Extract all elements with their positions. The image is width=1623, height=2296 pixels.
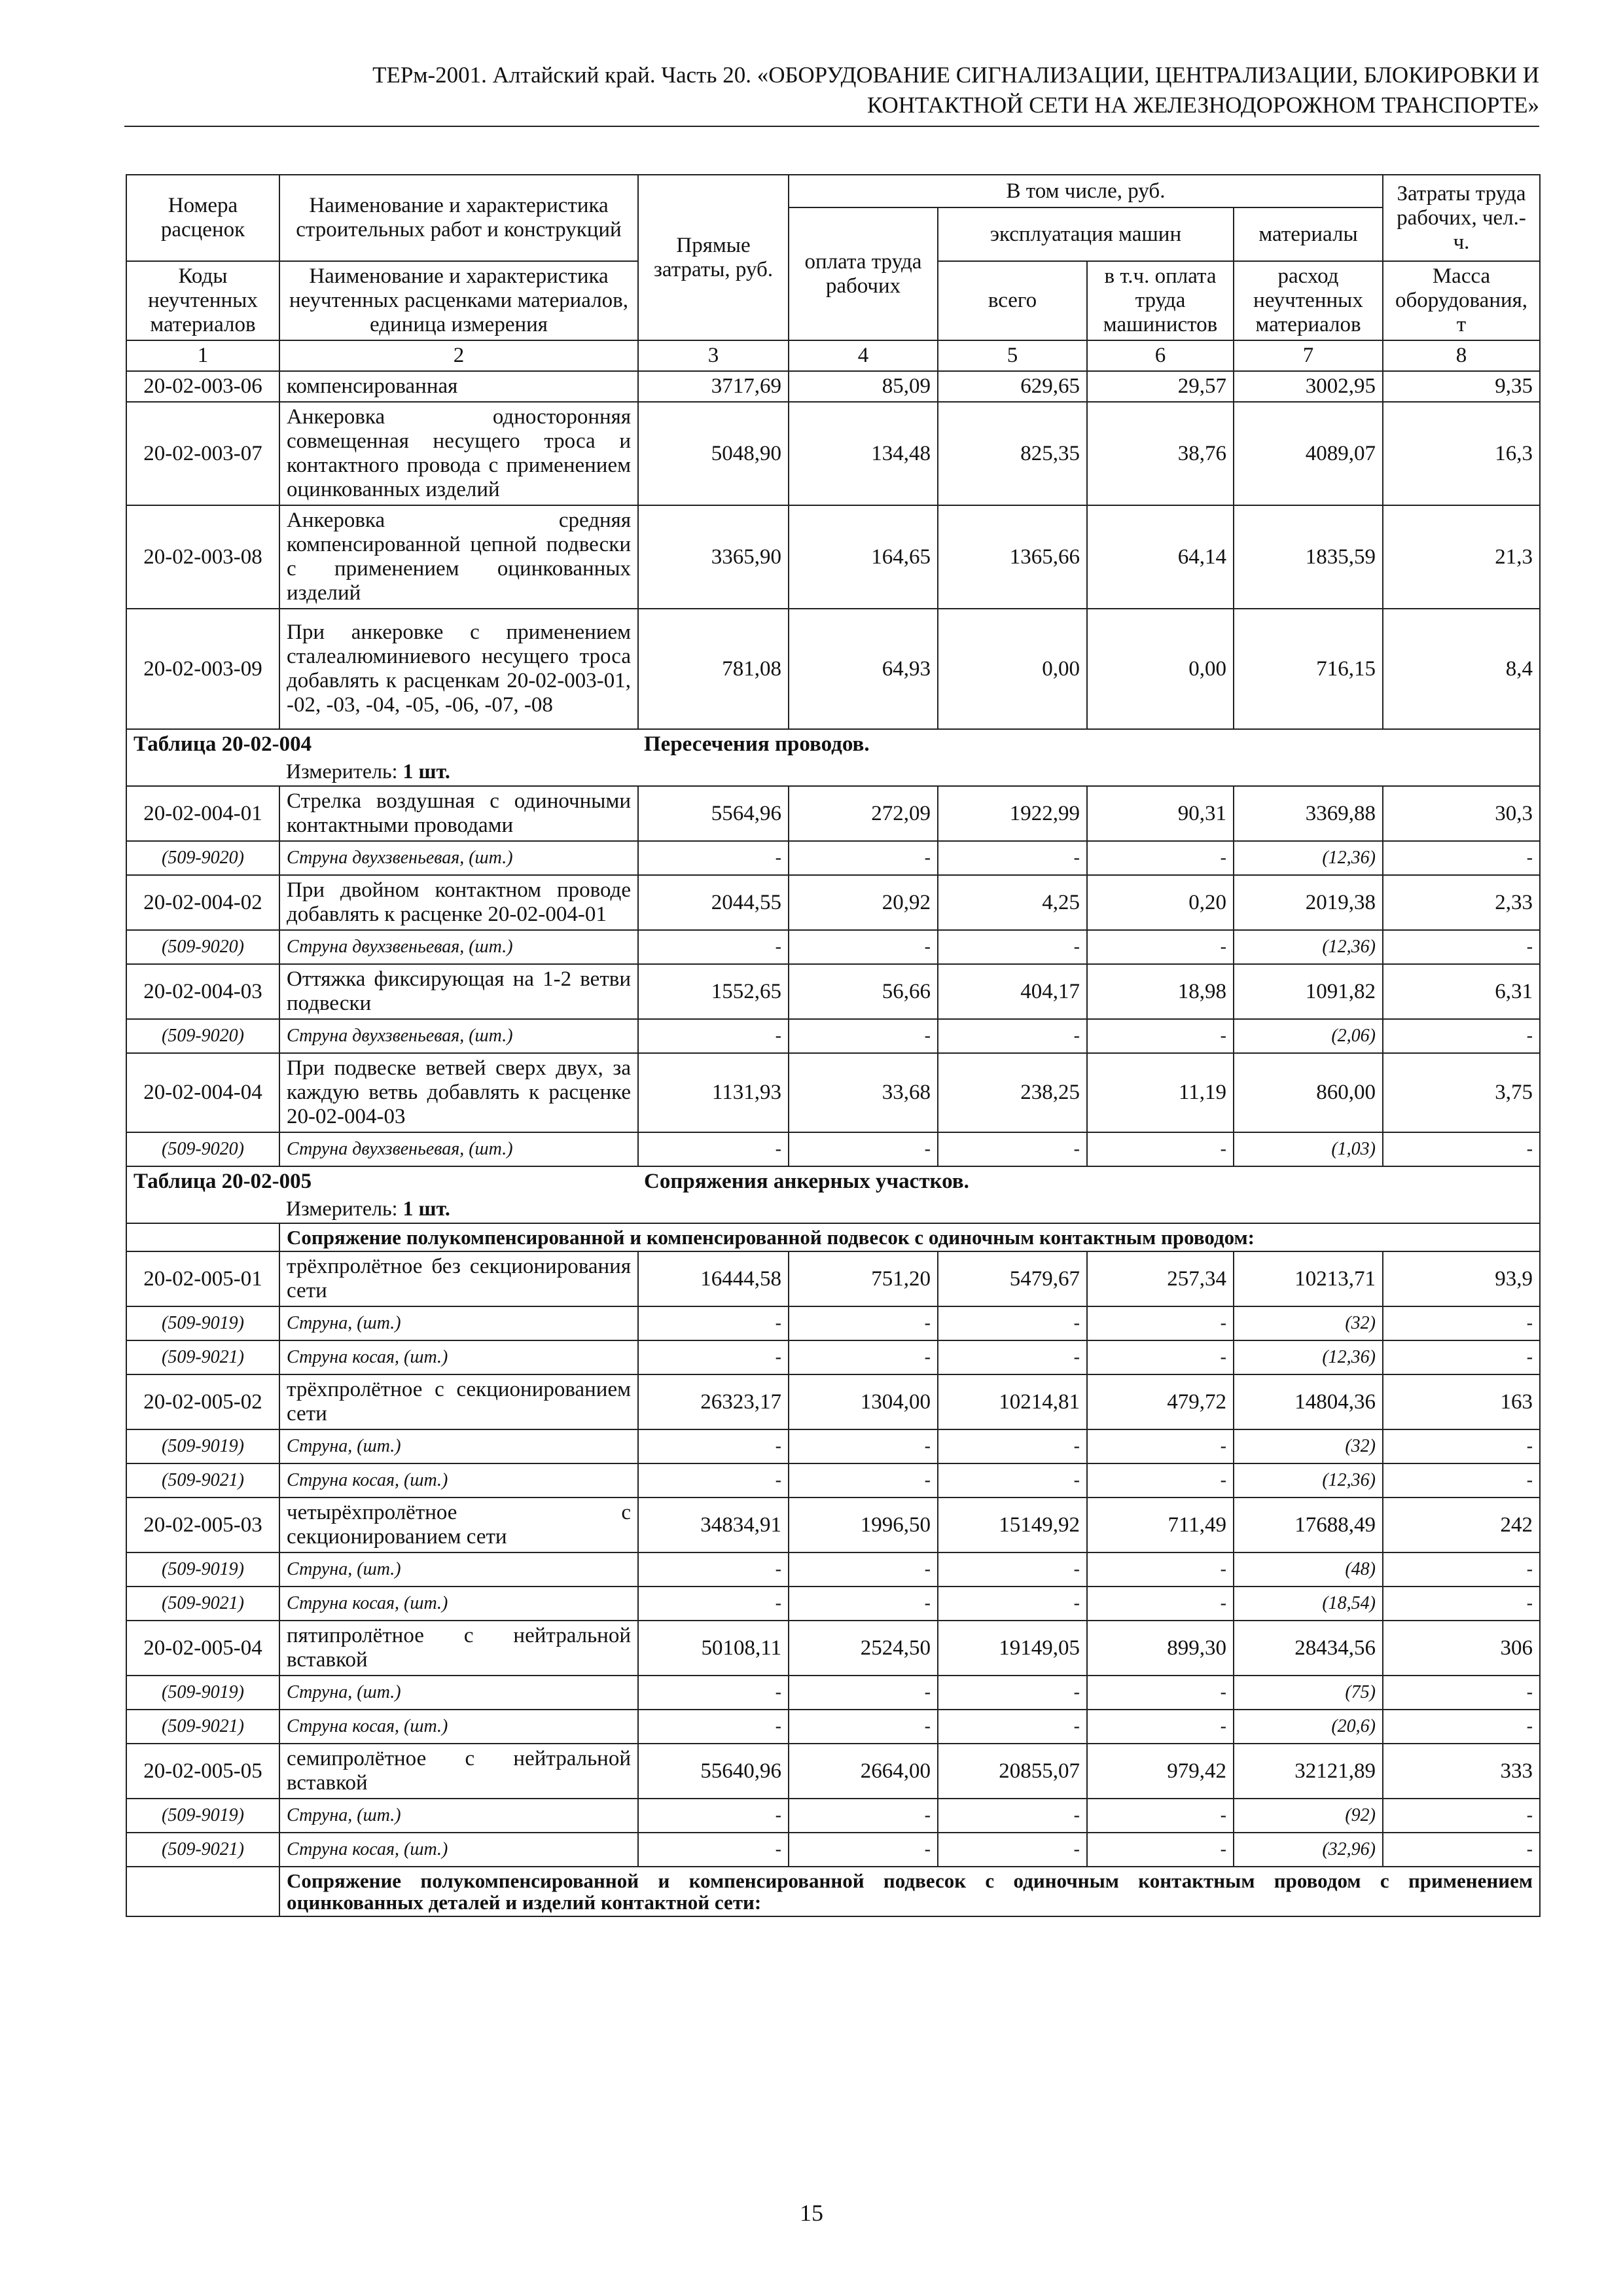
dash-cell: - (1383, 1552, 1540, 1587)
material-name: Струна, (шт.) (279, 1676, 638, 1710)
col-direct: Прямые затраты, руб. (638, 175, 789, 340)
material-code: (509-9021) (126, 1587, 279, 1621)
dash-cell: - (1383, 1463, 1540, 1498)
dash-cell: - (638, 1306, 789, 1340)
rate-value: 16444,58 (638, 1251, 789, 1306)
dash-cell: - (1383, 1429, 1540, 1463)
rate-value: 1835,59 (1234, 505, 1383, 609)
dash-cell: - (638, 1799, 789, 1833)
dash-cell: - (638, 1429, 789, 1463)
rate-value: 2044,55 (638, 875, 789, 930)
rate-name: трёхпролётное с секционированием сети (279, 1374, 638, 1429)
measure (279, 759, 1540, 786)
dash-cell: - (1087, 1587, 1234, 1621)
col-unpriced-usage: расход неучтенных материалов (1234, 261, 1383, 340)
dash-cell: - (789, 1676, 938, 1710)
rate-name: трёхпролётное без секционирования сети (279, 1251, 638, 1306)
measure-row (126, 759, 1540, 786)
dash-cell: - (938, 1552, 1087, 1587)
rate-code: 20-02-004-04 (126, 1053, 279, 1132)
material-code: (509-9019) (126, 1429, 279, 1463)
material-name: Струна двухзвеньевая, (шт.) (279, 841, 638, 875)
dash-cell: - (1087, 1429, 1234, 1463)
rate-code: 20-02-003-06 (126, 371, 279, 402)
rate-value: 1552,65 (638, 964, 789, 1019)
section-heading-row (126, 1223, 1540, 1251)
material-usage: (12,36) (1234, 930, 1383, 964)
rate-value: 50108,11 (638, 1621, 789, 1676)
material-name: Струна двухзвеньевая, (шт.) (279, 930, 638, 964)
rates-table (126, 174, 1541, 1917)
dash-cell: - (789, 1306, 938, 1340)
dash-cell: - (1087, 1710, 1234, 1744)
rate-value: 16,3 (1383, 402, 1540, 505)
material-usage: (20,6) (1234, 1710, 1383, 1744)
col-codes: Номера расценок (126, 175, 279, 261)
table-heading: Сопряжения анкерных участков. (644, 1170, 969, 1193)
material-code: (509-9019) (126, 1552, 279, 1587)
rate-value: 55640,96 (638, 1744, 789, 1799)
material-code: (509-9020) (126, 930, 279, 964)
dash-cell: - (638, 1710, 789, 1744)
rate-name: семипролётное с нейтральной вставкой (279, 1744, 638, 1799)
dash-cell: - (789, 1429, 938, 1463)
rate-code: 20-02-003-07 (126, 402, 279, 505)
rate-value: 2664,00 (789, 1744, 938, 1799)
dash-cell: - (789, 1463, 938, 1498)
measure-row (126, 1196, 1540, 1223)
rate-value: 2,33 (1383, 875, 1540, 930)
rate-value: 3717,69 (638, 371, 789, 402)
dash-cell: - (1087, 1552, 1234, 1587)
rate-value: 14804,36 (1234, 1374, 1383, 1429)
rate-value: 716,15 (1234, 609, 1383, 729)
material-row (126, 1306, 1540, 1340)
col-equip-mass: Масса оборудования, т (1383, 261, 1540, 340)
material-name: Струна, (шт.) (279, 1552, 638, 1587)
dash-cell: - (789, 1340, 938, 1374)
rate-value: 17688,49 (1234, 1498, 1383, 1552)
col-driver-pay: в т.ч. оплата труда машинистов (1087, 261, 1234, 340)
measure-spacer (126, 759, 279, 786)
table-row (126, 964, 1540, 1019)
table-row (126, 1374, 1540, 1429)
material-row (126, 1340, 1540, 1374)
material-row (126, 1132, 1540, 1166)
rate-value: 21,3 (1383, 505, 1540, 609)
rate-value: 85,09 (789, 371, 938, 402)
rate-value: 272,09 (789, 786, 938, 841)
rate-code: 20-02-004-01 (126, 786, 279, 841)
material-name: Струна двухзвеньевая, (шт.) (279, 1019, 638, 1053)
measure-label: Измеритель: (286, 1196, 398, 1220)
col-number: 5 (938, 340, 1087, 371)
material-usage: (48) (1234, 1552, 1383, 1587)
material-code: (509-9019) (126, 1306, 279, 1340)
material-usage: (75) (1234, 1676, 1383, 1710)
dash-cell: - (1087, 1833, 1234, 1867)
material-usage: (12,36) (1234, 1463, 1383, 1498)
rate-value: 1365,66 (938, 505, 1087, 609)
rate-value: 751,20 (789, 1251, 938, 1306)
col-number: 1 (126, 340, 279, 371)
dash-cell: - (789, 1710, 938, 1744)
rate-value: 238,25 (938, 1053, 1087, 1132)
rate-value: 0,20 (1087, 875, 1234, 930)
rate-value: 5564,96 (638, 786, 789, 841)
rate-code: 20-02-005-01 (126, 1251, 279, 1306)
rate-value: 979,42 (1087, 1744, 1234, 1799)
material-row (126, 1799, 1540, 1833)
rate-value: 3,75 (1383, 1053, 1540, 1132)
col-unpriced-codes: Коды неучтенных материалов (126, 261, 279, 340)
dash-cell: - (638, 1340, 789, 1374)
rate-value: 5479,67 (938, 1251, 1087, 1306)
material-code: (509-9021) (126, 1833, 279, 1867)
rate-value: 10213,71 (1234, 1251, 1383, 1306)
rate-value: 164,65 (789, 505, 938, 609)
material-code: (509-9020) (126, 1019, 279, 1053)
dash-cell: - (789, 1132, 938, 1166)
dash-cell: - (1087, 1799, 1234, 1833)
material-name: Струна косая, (шт.) (279, 1587, 638, 1621)
rate-value: 134,48 (789, 402, 938, 505)
rate-value: 9,35 (1383, 371, 1540, 402)
col-number: 3 (638, 340, 789, 371)
header-rule (124, 126, 1539, 127)
dash-cell: - (638, 930, 789, 964)
dash-cell: - (789, 930, 938, 964)
dash-cell: - (638, 1019, 789, 1053)
dash-cell: - (789, 841, 938, 875)
section-heading: Сопряжение полукомпенсированной и компенсированной подвесок с одиночным контактным проводом: (279, 1223, 1540, 1251)
rate-code: 20-02-005-05 (126, 1744, 279, 1799)
header-line-1: ТЕРм-2001. Алтайский край. Часть 20. «ОБОРУДОВАНИЕ СИГНАЛИЗАЦИИ, ЦЕНТРАЛИЗАЦИИ, БЛОКИРОВКИ И (372, 62, 1539, 88)
material-code: (509-9020) (126, 1132, 279, 1166)
dash-cell: - (638, 841, 789, 875)
rate-value: 29,57 (1087, 371, 1234, 402)
table-row (126, 609, 1540, 729)
material-row (126, 1587, 1540, 1621)
rate-value: 30,3 (1383, 786, 1540, 841)
rate-code: 20-02-003-09 (126, 609, 279, 729)
dash-cell: - (638, 1833, 789, 1867)
table-row (126, 1498, 1540, 1552)
dash-cell: - (938, 1833, 1087, 1867)
rate-value: 1131,93 (638, 1053, 789, 1132)
dash-cell: - (789, 1833, 938, 1867)
material-name: Струна косая, (шт.) (279, 1463, 638, 1498)
col-labor-cost: Затраты труда рабочих, чел.-ч. (1383, 175, 1540, 261)
col-number: 8 (1383, 340, 1540, 371)
table-title (126, 729, 1540, 759)
dash-cell: - (1087, 1463, 1234, 1498)
rate-name: При двойном контактном проводе добавлять к расценке 20-02-004-01 (279, 875, 638, 930)
col-number: 2 (279, 340, 638, 371)
dash-cell: - (938, 1340, 1087, 1374)
rate-value: 64,14 (1087, 505, 1234, 609)
rate-name: компенсированная (279, 371, 638, 402)
header-line-2: КОНТАКТНОЙ СЕТИ НА ЖЕЛЕЗНОДОРОЖНОМ ТРАНСПОРТЕ» (866, 92, 1539, 118)
dash-cell: - (938, 1019, 1087, 1053)
rate-name: Анкеровка односторонняя совмещенная несущего троса и контактного провода с применением оцинкованных изделий (279, 402, 638, 505)
rate-name: пятипролётное с нейтральной вставкой (279, 1621, 638, 1676)
dash-cell: - (938, 1799, 1087, 1833)
measure-value: 1 шт. (402, 759, 450, 783)
material-row (126, 930, 1540, 964)
dash-cell: - (938, 1676, 1087, 1710)
dash-cell: - (1087, 1340, 1234, 1374)
rate-value: 5048,90 (638, 402, 789, 505)
rate-value: 333 (1383, 1744, 1540, 1799)
section-spacer (126, 1867, 279, 1916)
table-row (126, 371, 1540, 402)
dash-cell: - (638, 1676, 789, 1710)
section-heading-row (126, 1867, 1540, 1916)
material-usage: (18,54) (1234, 1587, 1383, 1621)
rate-name: Стрелка воздушная с одиночными контактными проводами (279, 786, 638, 841)
col-in-that-number: В том числе, руб. (789, 175, 1383, 207)
rate-value: 257,34 (1087, 1251, 1234, 1306)
dash-cell: - (938, 1710, 1087, 1744)
material-code: (509-9021) (126, 1340, 279, 1374)
material-name: Струна, (шт.) (279, 1429, 638, 1463)
dash-cell: - (1383, 1799, 1540, 1833)
col-unpriced-name: Наименование и характеристика неучтенных расценками материалов, единица измерения (279, 261, 638, 340)
table-number: Таблица 20-02-005 (134, 1170, 312, 1193)
table-heading: Пересечения проводов. (644, 732, 870, 756)
material-row (126, 1019, 1540, 1053)
rate-value: 2524,50 (789, 1621, 938, 1676)
material-row (126, 1463, 1540, 1498)
material-row (126, 1676, 1540, 1710)
col-name: Наименование и характеристика строительных работ и конструкций (279, 175, 638, 261)
rate-name: Анкеровка средняя компенсированной цепной подвески с применением оцинкованных изделий (279, 505, 638, 609)
rate-value: 860,00 (1234, 1053, 1383, 1132)
dash-cell: - (789, 1799, 938, 1833)
rate-value: 404,17 (938, 964, 1087, 1019)
measure-value: 1 шт. (402, 1196, 450, 1220)
rate-value: 8,4 (1383, 609, 1540, 729)
dash-cell: - (1087, 1019, 1234, 1053)
col-machines: эксплуатация машин (938, 207, 1234, 261)
rate-value: 4,25 (938, 875, 1087, 930)
rate-value: 163 (1383, 1374, 1540, 1429)
col-number: 7 (1234, 340, 1383, 371)
rate-value: 28434,56 (1234, 1621, 1383, 1676)
table-row (126, 1251, 1540, 1306)
rate-value: 3002,95 (1234, 371, 1383, 402)
dash-cell: - (1383, 1306, 1540, 1340)
dash-cell: - (1383, 1587, 1540, 1621)
rate-code: 20-02-005-03 (126, 1498, 279, 1552)
dash-cell: - (938, 1429, 1087, 1463)
dash-cell: - (1383, 1833, 1540, 1867)
rate-value: 711,49 (1087, 1498, 1234, 1552)
dash-cell: - (1087, 1676, 1234, 1710)
dash-cell: - (638, 1463, 789, 1498)
rate-code: 20-02-004-02 (126, 875, 279, 930)
col-materials: материалы (1234, 207, 1383, 261)
dash-cell: - (789, 1019, 938, 1053)
rate-name: При подвеске ветвей сверх двух, за каждую ветвь добавлять к расценке 20-02-004-03 (279, 1053, 638, 1132)
rate-value: 2019,38 (1234, 875, 1383, 930)
dash-cell: - (789, 1587, 938, 1621)
rate-value: 825,35 (938, 402, 1087, 505)
rate-value: 90,31 (1087, 786, 1234, 841)
dash-cell: - (1087, 841, 1234, 875)
table-row (126, 875, 1540, 930)
rate-value: 26323,17 (638, 1374, 789, 1429)
rate-value: 20855,07 (938, 1744, 1087, 1799)
rate-code: 20-02-003-08 (126, 505, 279, 609)
material-row (126, 1429, 1540, 1463)
dash-cell: - (638, 1132, 789, 1166)
table-row (126, 402, 1540, 505)
material-usage: (12,36) (1234, 1340, 1383, 1374)
table-number: Таблица 20-02-004 (134, 732, 312, 756)
rate-value: 93,9 (1383, 1251, 1540, 1306)
col-number: 6 (1087, 340, 1234, 371)
dash-cell: - (638, 1587, 789, 1621)
table-title-row (126, 729, 1540, 759)
rate-value: 11,19 (1087, 1053, 1234, 1132)
dash-cell: - (938, 1463, 1087, 1498)
table-title-row (126, 1166, 1540, 1196)
material-code: (509-9019) (126, 1799, 279, 1833)
material-row (126, 1833, 1540, 1867)
material-usage: (12,36) (1234, 841, 1383, 875)
col-total: всего (938, 261, 1087, 340)
rate-value: 4089,07 (1234, 402, 1383, 505)
rate-value: 6,31 (1383, 964, 1540, 1019)
dash-cell: - (789, 1552, 938, 1587)
dash-cell: - (1383, 930, 1540, 964)
rate-value: 64,93 (789, 609, 938, 729)
measure-label: Измеритель: (286, 759, 398, 783)
rate-value: 32121,89 (1234, 1744, 1383, 1799)
rate-value: 1996,50 (789, 1498, 938, 1552)
rate-value: 33,68 (789, 1053, 938, 1132)
rate-code: 20-02-004-03 (126, 964, 279, 1019)
col-labor-pay: оплата труда рабочих (789, 207, 938, 340)
page-number: 15 (800, 2200, 823, 2226)
rate-value: 0,00 (1087, 609, 1234, 729)
rate-value: 242 (1383, 1498, 1540, 1552)
rate-value: 306 (1383, 1621, 1540, 1676)
rate-value: 15149,92 (938, 1498, 1087, 1552)
table-row (126, 1744, 1540, 1799)
rate-value: 899,30 (1087, 1621, 1234, 1676)
dash-cell: - (638, 1552, 789, 1587)
dash-cell: - (938, 930, 1087, 964)
rate-value: 479,72 (1087, 1374, 1234, 1429)
measure-spacer (126, 1196, 279, 1223)
material-code: (509-9021) (126, 1463, 279, 1498)
rate-value: 781,08 (638, 609, 789, 729)
rate-value: 18,98 (1087, 964, 1234, 1019)
dash-cell: - (1383, 1340, 1540, 1374)
rate-code: 20-02-005-04 (126, 1621, 279, 1676)
dash-cell: - (1087, 1132, 1234, 1166)
dash-cell: - (1383, 1676, 1540, 1710)
material-name: Струна косая, (шт.) (279, 1833, 638, 1867)
material-name: Струна, (шт.) (279, 1306, 638, 1340)
measure (279, 1196, 1540, 1223)
material-usage: (32) (1234, 1306, 1383, 1340)
rate-value: 34834,91 (638, 1498, 789, 1552)
material-usage: (92) (1234, 1799, 1383, 1833)
rate-value: 3369,88 (1234, 786, 1383, 841)
dash-cell: - (1383, 1019, 1540, 1053)
material-code: (509-9021) (126, 1710, 279, 1744)
table-row (126, 505, 1540, 609)
rate-value: 56,66 (789, 964, 938, 1019)
rate-value: 1091,82 (1234, 964, 1383, 1019)
material-code: (509-9020) (126, 841, 279, 875)
material-usage: (32) (1234, 1429, 1383, 1463)
dash-cell: - (938, 841, 1087, 875)
rate-name: Оттяжка фиксирующая на 1-2 ветви подвески (279, 964, 638, 1019)
dash-cell: - (938, 1132, 1087, 1166)
dash-cell: - (938, 1587, 1087, 1621)
material-row (126, 841, 1540, 875)
rate-value: 19149,05 (938, 1621, 1087, 1676)
material-usage: (2,06) (1234, 1019, 1383, 1053)
rate-value: 1922,99 (938, 786, 1087, 841)
col-number: 4 (789, 340, 938, 371)
dash-cell: - (1087, 1306, 1234, 1340)
material-name: Струна косая, (шт.) (279, 1340, 638, 1374)
rate-name: При анкеровке с применением сталеалюминиевого несущего троса добавлять к расценкам 20-02-003-01, -02, -03, -04, -05, -06, -07, -08 (279, 609, 638, 729)
material-usage: (32,96) (1234, 1833, 1383, 1867)
rate-value: 10214,81 (938, 1374, 1087, 1429)
section-heading: Сопряжение полукомпенсированной и компенсированной подвесок с одиночным контактным проводом с применением оцинкованных деталей и изделий контактной сети: (279, 1867, 1540, 1916)
dash-cell: - (1383, 1710, 1540, 1744)
column-numbers-row (126, 340, 1540, 371)
dash-cell: - (1383, 1132, 1540, 1166)
rate-value: 3365,90 (638, 505, 789, 609)
table-row (126, 1621, 1540, 1676)
rate-name: четырёхпролётное с секционированием сети (279, 1498, 638, 1552)
table-title (126, 1166, 1540, 1196)
material-row (126, 1710, 1540, 1744)
dash-cell: - (1087, 930, 1234, 964)
material-usage: (1,03) (1234, 1132, 1383, 1166)
rate-value: 0,00 (938, 609, 1087, 729)
rate-value: 1304,00 (789, 1374, 938, 1429)
dash-cell: - (1383, 841, 1540, 875)
material-row (126, 1552, 1540, 1587)
material-name: Струна, (шт.) (279, 1799, 638, 1833)
rate-code: 20-02-005-02 (126, 1374, 279, 1429)
table-row (126, 786, 1540, 841)
material-name: Струна косая, (шт.) (279, 1710, 638, 1744)
rate-value: 20,92 (789, 875, 938, 930)
dash-cell: - (938, 1306, 1087, 1340)
material-code: (509-9019) (126, 1676, 279, 1710)
running-header (124, 60, 1539, 120)
section-spacer (126, 1223, 279, 1251)
table-row (126, 1053, 1540, 1132)
material-name: Струна двухзвеньевая, (шт.) (279, 1132, 638, 1166)
rate-value: 629,65 (938, 371, 1087, 402)
rate-value: 38,76 (1087, 402, 1234, 505)
